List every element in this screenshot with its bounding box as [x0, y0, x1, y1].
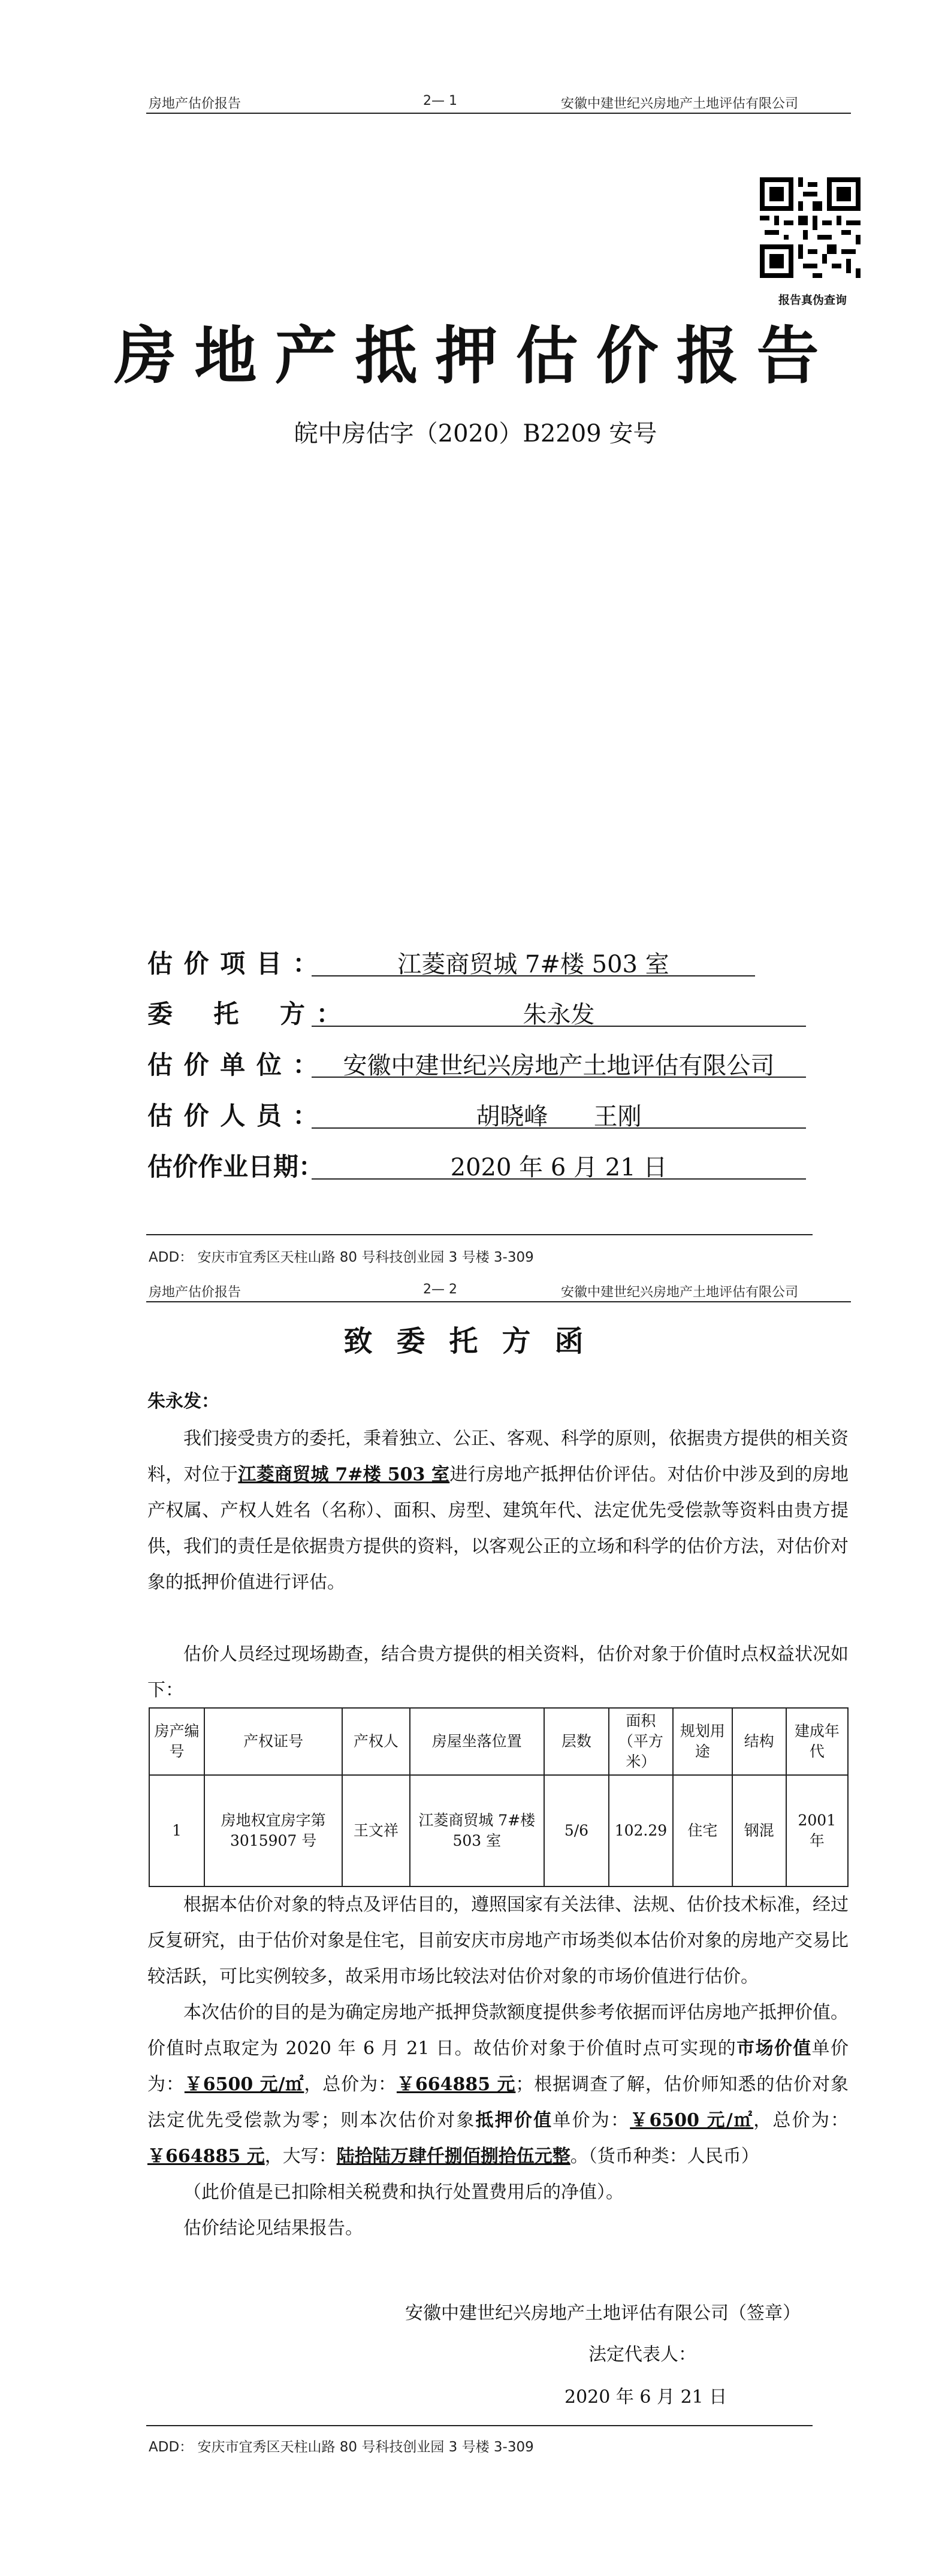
page1-address: ADD： 安庆市宜秀区天柱山路 80 号科技创业园 3 号楼 3-309	[149, 1250, 534, 1265]
col-header-use: 规划用途	[673, 1708, 732, 1775]
page1-footer-rule	[146, 1234, 813, 1235]
col-header-cert: 产权证号	[204, 1708, 342, 1775]
field-label-client: 委 托 方 ：	[147, 999, 343, 1029]
cell-location: 江菱商贸城 7#楼 503 室	[410, 1775, 545, 1886]
cell-owner: 王文祥	[342, 1775, 409, 1886]
col-header-year: 建成年代	[786, 1708, 848, 1775]
col-header-floor: 层数	[544, 1708, 609, 1775]
field-value-date: 2020 年 6 月 21 日	[450, 1154, 668, 1181]
property-table	[149, 1707, 849, 1887]
cell-area: 102.29	[609, 1775, 673, 1886]
page2-header-right: 安徽中建世纪兴房地产土地评估有限公司	[561, 1285, 799, 1300]
field-label-appraisers: 估 价 人 员 ：	[147, 1101, 319, 1130]
cell-year: 2001 年	[786, 1775, 848, 1886]
field-value-appraiser-org: 安徽中建世纪兴房地产土地评估有限公司	[343, 1052, 775, 1080]
cell-structure: 钢混	[732, 1775, 786, 1886]
field-value-project: 江菱商贸城 7#楼 503 室	[397, 951, 669, 978]
letter-paragraph-3: 根据本估价对象的特点及评估目的，遵照国家有关法律、法规、估价技术标准，经过反复研究，由于估价对象是住宅，目前安庆市房地产市场类似本估价对象的房地产交易比较活跃，可比实例较多，故采用市场比较法对估价对象的市场价值进行估价。	[147, 1894, 849, 1987]
report-number: 皖中房估字（2020）B2209 安号	[294, 420, 657, 448]
market-total-price: ￥664885 元	[396, 2074, 516, 2095]
page2-address: ADD： 安庆市宜秀区天柱山路 80 号科技创业园 3 号楼 3-309	[149, 2439, 534, 2455]
letter-paragraph-6: 估价结论见结果报告。	[183, 2218, 363, 2239]
page1-header-page: 2— 1	[423, 93, 457, 108]
letter-paragraph-4: 本次估价的目的是为确定房地产抵押贷款额度提供参考依据而评估房地产抵押价值。价值时点取定为 2020 年 6 月 21 日。故估价对象于价值时点可实现的市场价值单价为：￥6500 元/㎡，总价为：￥664885 元；根据调查了解，估价师知悉的估价对象法定优先受偿款为零；则本次估价对象抵押价值单价为：￥6500 元/㎡，总价为：￥664885 元，大写：陆拾陆万肆仟捌佰捌拾伍元整。（货币种类：人民币）	[147, 2002, 849, 2167]
mortgage-value-label: 抵押价值	[475, 2110, 553, 2131]
letter-paragraph-5: （此价值是已扣除相关税费和执行处置费用后的净值）。	[183, 2182, 624, 2203]
page2-footer-rule	[146, 2425, 813, 2426]
field-label-appraiser-org: 估 价 单 位 ：	[147, 1050, 319, 1080]
mortgage-unit-price: ￥6500 元/㎡	[630, 2110, 754, 2131]
table-row	[149, 1775, 848, 1886]
cell-no: 1	[149, 1775, 204, 1886]
table-header-row	[149, 1708, 848, 1775]
qr-code-icon[interactable]	[760, 177, 861, 278]
field-underline-project	[312, 975, 755, 976]
field-underline-client	[312, 1026, 806, 1027]
cell-cert: 房地权宜房字第 3015907 号	[204, 1775, 342, 1886]
letter-paragraph-1: 我们接受贵方的委托，秉着独立、公正、客观、科学的原则，依据贵方提供的相关资料，对位于江菱商贸城 7#楼 503 室进行房地产抵押估价评估。对估价中涉及到的房地产权属、产权人姓名（名称）、面积、房型、建筑年代、法定优先受偿款等资料由贵方提供，我们的责任是依据贵方提供的资料，以客观公正的立场和科学的估价方法，对估价对象的抵押价值进行评估。	[147, 1428, 849, 1593]
signature-date: 2020 年 6 月 21 日	[564, 2387, 727, 2408]
page1-header-rule	[146, 113, 851, 114]
report-title: 房地产抵押估价报告	[114, 319, 837, 392]
col-header-owner: 产权人	[342, 1708, 409, 1775]
col-header-area: 面积（平方米）	[609, 1708, 673, 1775]
page2-header-page: 2— 2	[423, 1282, 457, 1297]
page1-header-right: 安徽中建世纪兴房地产土地评估有限公司	[561, 96, 799, 111]
field-underline-appraisers	[312, 1127, 806, 1129]
cell-use: 住宅	[673, 1775, 732, 1886]
col-header-structure: 结构	[732, 1708, 786, 1775]
field-underline-appraiser-org	[312, 1077, 806, 1078]
signature-representative: 法定代表人：	[588, 2344, 696, 2365]
market-unit-price: ￥6500 元/㎡	[184, 2074, 304, 2095]
field-underline-date	[312, 1178, 806, 1180]
page2-header-rule	[146, 1301, 851, 1302]
page1-header-left: 房地产估价报告	[149, 96, 241, 111]
page2-header-left: 房地产估价报告	[149, 1285, 241, 1300]
signature-company: 安徽中建世纪兴房地产土地评估有限公司（签章）	[405, 2303, 801, 2324]
field-value-appraisers: 胡晓峰 王刚	[476, 1103, 642, 1130]
field-label-project: 估 价 项 目 ：	[147, 949, 319, 978]
letter-paragraph-2: 估价人员经过现场勘查，结合贵方提供的相关资料，估价对象于价值时点权益状况如下：	[147, 1644, 849, 1701]
qr-caption: 报告真伪查询	[778, 294, 847, 307]
field-value-client: 朱永发	[523, 1001, 595, 1029]
cell-floor: 5/6	[544, 1775, 609, 1886]
letter-title: 致委托方函	[343, 1325, 608, 1358]
mortgage-total-price: ￥664885 元	[147, 2146, 265, 2167]
field-label-date: 估价作业日期：	[147, 1152, 324, 1181]
market-value-label: 市场价值	[736, 2038, 812, 2059]
col-header-no: 房产编号	[149, 1708, 204, 1775]
mortgage-total-chinese: 陆拾陆万肆仟捌佰捌拾伍元整	[336, 2146, 570, 2167]
col-header-location: 房屋坐落位置	[410, 1708, 545, 1775]
letter-salutation: 朱永发：	[147, 1391, 219, 1412]
